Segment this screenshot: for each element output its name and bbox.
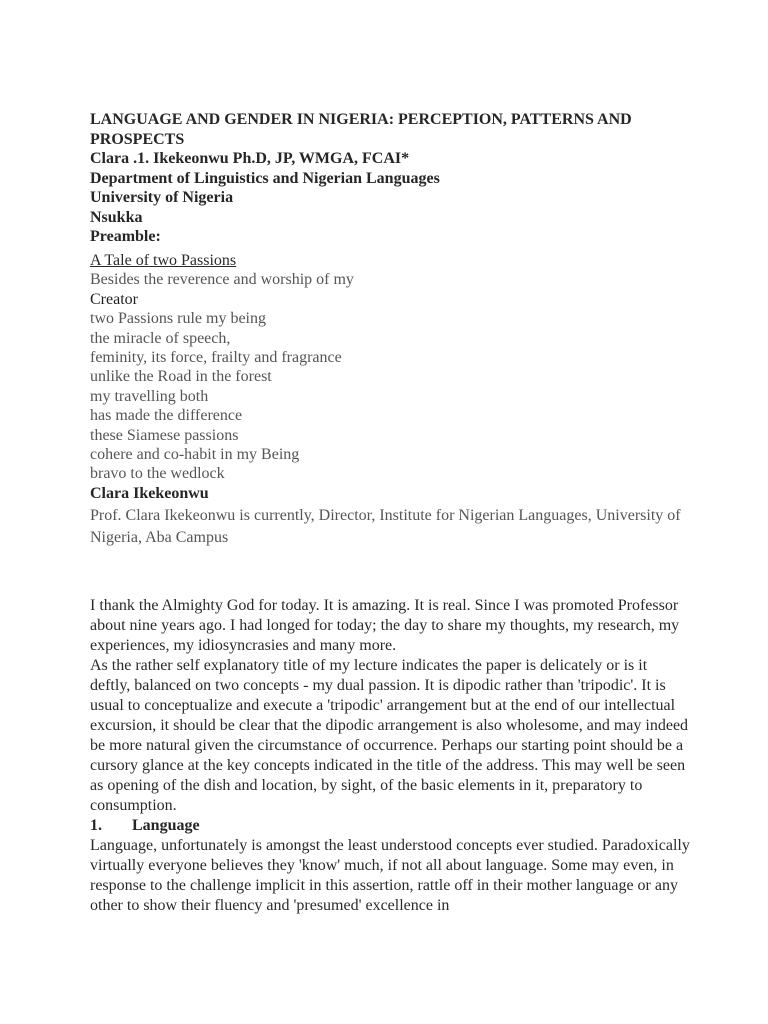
section-title: Language: [132, 817, 200, 834]
author-line: Clara .1. Ikekeonwu Ph.D, JP, WMGA, FCAI*: [90, 150, 410, 167]
poem-line: two Passions rule my being: [90, 310, 266, 328]
poem-line: has made the difference: [90, 407, 243, 425]
poem-line: unlike the Road in the forest: [90, 368, 272, 386]
poem-line: cohere and co-habit in my Being: [90, 446, 300, 464]
department-line: Department of Linguistics and Nigerian Languages: [90, 169, 440, 187]
poem-line: Creator: [90, 290, 138, 308]
poem-line: the miracle of speech,: [90, 329, 231, 347]
paragraph: As the rather self explanatory title of my lecture indicates the paper is delicately or is it deftly, balanced on two concepts - my dual passion. It is dipodic rather than 'tripodic'. It is usual to conceptualize and execute a 'tripodic' arrangement but at the end of our intellectual excursion, it should be clear that the dipodic arrangement is also wholesome, and may indeed be more natural given the circumstance of occurrence. Perhaps our starting point should be a cursory glance at the key concepts indicated in the title of the address. This may well be seen as opening of the dish and location, by sight, of the basic elements in it, preparatory to consumption.: [90, 657, 689, 814]
author-affiliation: Prof. Clara Ikekeonwu is currently, Director, Institute for Nigerian Languages, University of Nigeria, Aba Campus: [90, 507, 681, 546]
poem-line: my travelling both: [90, 387, 209, 405]
poem-line: feminity, its force, frailty and fragrance: [90, 349, 342, 367]
city-line: Nsukka: [90, 208, 143, 226]
title-block: [90, 110, 690, 247]
poem-line: these Siamese passions: [90, 426, 239, 444]
signature-name: Clara Ikekeonwu: [90, 485, 209, 502]
poem-line: bravo to the wedlock: [90, 465, 225, 483]
university-line: University of Nigeria: [90, 189, 234, 206]
poem-line: Besides the reverence and worship of my: [90, 271, 354, 289]
poem-title: A Tale of two Passions: [90, 252, 237, 269]
preamble-heading: Preamble:: [90, 228, 161, 245]
section-heading: [90, 816, 690, 836]
body-text: [90, 596, 690, 916]
paragraph: Language, unfortunately is amongst the least understood concepts ever studied. Paradoxically virtually everyone believes they 'know' much, if not all about language. Some may even, in response to the challenge implicit in this assertion, rattle off in their mother language or any other to show their fluency and 'presumed' excellence in: [90, 837, 690, 914]
paragraph: I thank the Almighty God for today. It is amazing. It is real. Since I was promoted Professor about nine years ago. I had longed for today; the day to share my thoughts, my research, my experiences, my idiosyncrasies and many more.: [90, 597, 680, 654]
signature-block: [90, 484, 690, 549]
section-number: 1.: [90, 817, 102, 834]
poem: [90, 251, 690, 484]
document-title: LANGUAGE AND GENDER IN NIGERIA: PERCEPTION, PATTERNS AND PROSPECTS: [90, 111, 632, 148]
